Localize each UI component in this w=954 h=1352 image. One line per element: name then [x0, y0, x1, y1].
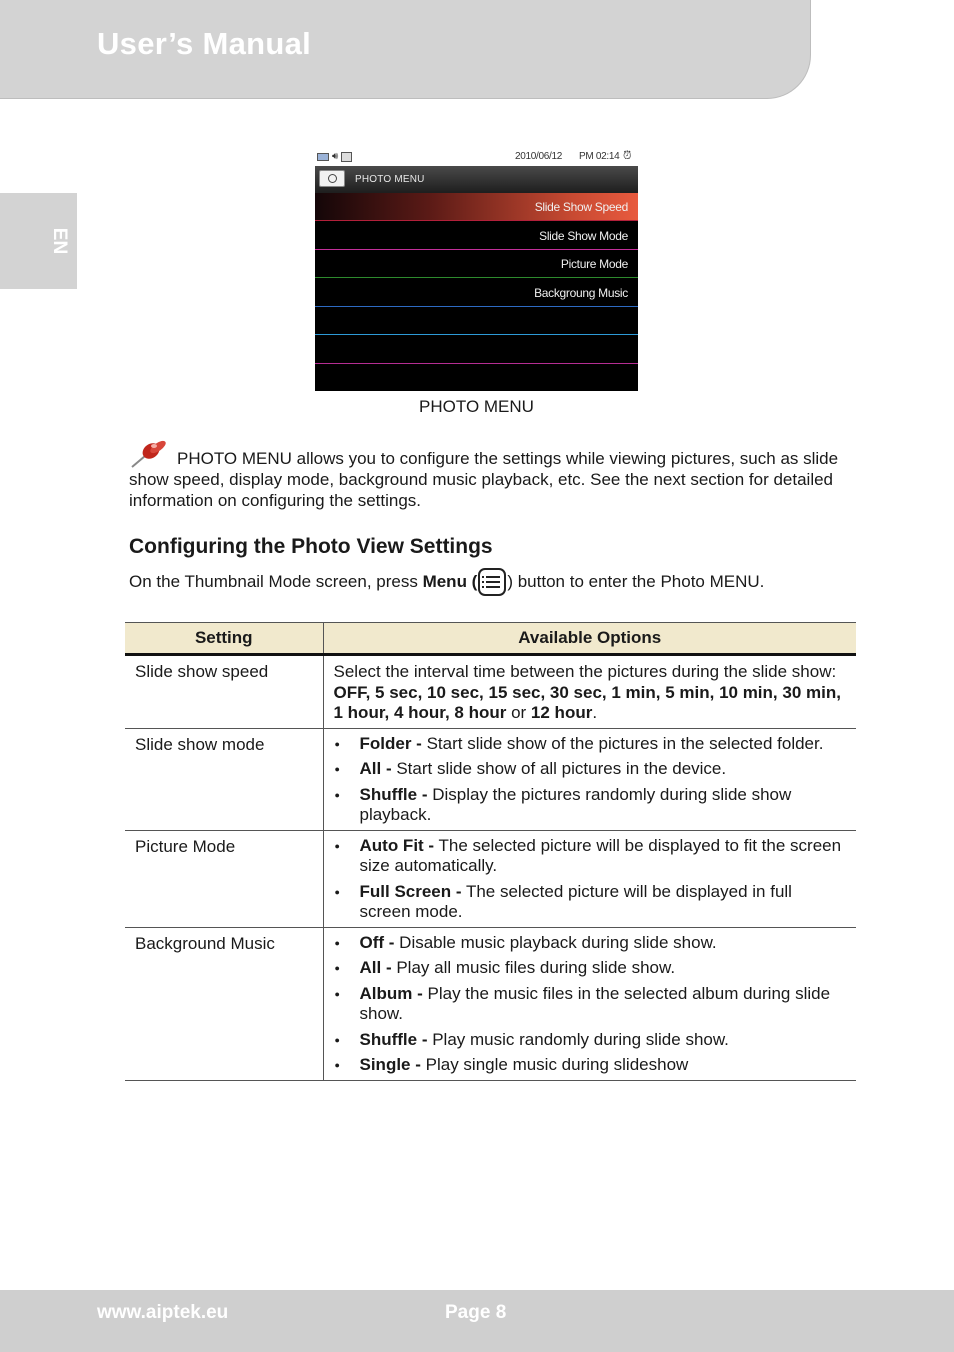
speaker-icon: 🔊︎	[332, 151, 339, 162]
option-description: Play all music files during slide show.	[391, 958, 676, 977]
device-menu-item-label: Backgroung Music	[534, 285, 628, 300]
alarm-clock-icon: ⏰︎	[623, 150, 632, 162]
table-row	[125, 655, 856, 729]
option-term: Album -	[359, 983, 423, 1003]
option-item	[334, 984, 847, 1025]
device-date: 2010/06/12	[515, 151, 563, 162]
option-description: Play single music during slideshow	[420, 1055, 689, 1074]
figure-caption: PHOTO MENU	[419, 397, 534, 416]
manual-title: User’s Manual	[97, 26, 312, 61]
option-description: Start slide show of the pictures in the selected folder.	[421, 733, 824, 753]
option-term: Off -	[359, 932, 395, 952]
device-menu-title: PHOTO MENU	[355, 174, 425, 185]
option-item	[334, 734, 847, 755]
device-menu-item	[315, 250, 638, 278]
option-term: Shuffle -	[359, 1029, 428, 1049]
table-header-row	[125, 623, 856, 655]
device-menu-empty-row	[315, 336, 638, 364]
settings-table	[125, 622, 856, 1081]
table-row	[125, 927, 856, 1080]
device-menu-item	[315, 279, 638, 307]
option-term: Full Screen -	[359, 881, 462, 901]
option-item	[334, 1030, 847, 1051]
option-description: Disable music playback during slide show.	[394, 932, 717, 952]
memory-card-icon	[341, 152, 352, 162]
instruction-text	[129, 568, 764, 596]
instruction-paren-open: (	[466, 572, 478, 591]
option-item	[334, 933, 847, 954]
option-description: Play the music files in the selected album during slide show.	[359, 983, 831, 1023]
table-row	[125, 728, 856, 830]
option-item	[334, 958, 847, 979]
device-menu-empty-row	[315, 307, 638, 335]
setting-options	[323, 728, 856, 830]
device-menu-item-label: Slide Show Speed	[534, 200, 628, 214]
camera-icon	[319, 170, 345, 187]
device-menu-item-label: Picture Mode	[560, 257, 628, 271]
setting-options	[323, 927, 856, 1080]
instruction-before: On the Thumbnail Mode screen, press	[129, 572, 423, 591]
option-term: All -	[359, 759, 392, 778]
option-term: Auto Fit -	[359, 835, 435, 855]
header-setting: Setting	[125, 623, 323, 655]
option-item	[334, 1055, 847, 1076]
option-term: Shuffle -	[359, 784, 428, 804]
setting-options: Select the interval time between the pictures during the slide show: OFF, 5 sec, 10 sec, 15 sec, 30 sec, 1 min, 5 min, 10 min, 30 min, 1 hour, 4 hour, 8 hour or 12 hour.	[323, 655, 856, 729]
option-item	[334, 882, 847, 923]
menu-title-bar	[315, 166, 638, 193]
battery-icon	[317, 153, 329, 161]
page-number: Page 8	[445, 1302, 507, 1323]
menu-list-icon	[478, 568, 506, 596]
option-item	[334, 759, 847, 780]
option-term: All -	[359, 958, 392, 977]
option-term: Folder -	[359, 733, 422, 753]
device-menu-item	[315, 222, 638, 250]
device-menu-item	[315, 193, 638, 221]
instruction-after: ) button to enter the Photo MENU.	[507, 572, 765, 591]
device-time: PM 02:14	[579, 151, 620, 162]
setting-name: Background Music	[125, 927, 323, 1080]
option-item	[334, 836, 847, 877]
setting-options	[323, 830, 856, 927]
section-title: Configuring the Photo View Settings	[129, 535, 493, 558]
option-description: Display the pictures randomly during slide show playback.	[359, 784, 792, 824]
device-menu-empty-row	[315, 364, 638, 391]
option-description: Play music randomly during slide show.	[427, 1029, 729, 1049]
option-item	[334, 785, 847, 826]
note-text: PHOTO MENU allows you to configure the settings while viewing pictures, such as slide show speed, display mode, background music playback, etc. See the next section for detailed information on configuring the settings.	[129, 449, 839, 510]
setting-name: Slide show mode	[125, 728, 323, 830]
device-menu-item-label: Slide Show Mode	[539, 228, 628, 243]
option-description: Start slide show of all pictures in the device.	[391, 759, 727, 778]
option-description: The selected picture will be displayed in full screen mode.	[359, 881, 792, 921]
setting-name: Slide show speed	[125, 655, 323, 729]
option-description: The selected picture will be displayed to fit the screen size automatically.	[359, 835, 842, 875]
option-term: Single -	[359, 1055, 421, 1074]
table-row	[125, 830, 856, 927]
setting-name: Picture Mode	[125, 830, 323, 927]
device-status-bar	[315, 148, 638, 166]
instruction-menu-label: Menu	[422, 572, 467, 591]
language-label: EN	[49, 227, 70, 255]
header-available-options: Available Options	[323, 623, 856, 655]
photo-menu-screenshot	[315, 148, 638, 391]
footer-url: www.aiptek.eu	[97, 1302, 229, 1323]
